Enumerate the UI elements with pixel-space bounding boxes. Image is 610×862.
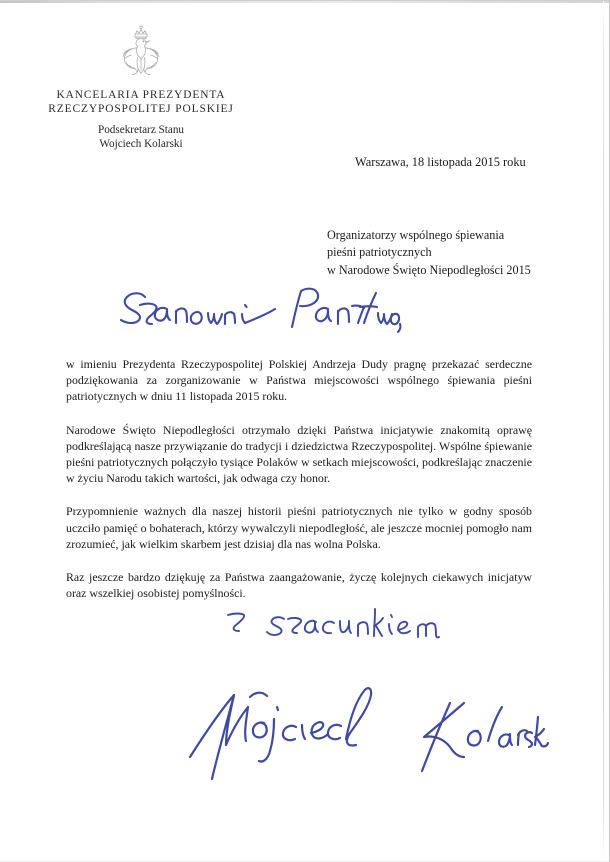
scan-edge-right	[603, 1, 604, 862]
handwritten-salutation	[112, 283, 402, 339]
body-paragraph-4: Raz jeszcze bardzo dziękuję za Państwa zaangażowanie, życzę kolejnych ciekawych inicjatyw oraz wszelkiej osobistej pomyślności.	[66, 570, 532, 601]
letter-body	[66, 356, 532, 601]
scan-edge-top	[0, 1, 610, 3]
signatory-role: Podsekretarz Stanu	[97, 124, 185, 137]
date-line: Warszawa, 18 listopada 2015 roku	[355, 155, 526, 169]
addressee-block	[327, 227, 531, 279]
addressee-line-2: pieśni patriotycznych	[327, 245, 432, 260]
signatory-name: Wojciech Kolarski	[99, 138, 183, 151]
office-line-2: RZECZYPOSPOLITEJ POLSKIEJ	[48, 102, 234, 115]
addressee-line-3: w Narodowe Święto Niepodległości 2015	[327, 262, 531, 277]
letterhead	[36, 23, 246, 151]
body-paragraph-3: Przypomnienie ważnych dla naszej historii pieśni patriotycznych nie tylko w godny sposób uczciło pamięć o bohaterach, którzy wywalczyli niepodległość, ale jeszcze mocniej pomogło nam zrozumieć, jak wielkim skarbem jest dzisiaj dla nas wolna Polska.	[66, 504, 532, 551]
addressee-line-1: Organizatorzy wspólnego śpiewania	[327, 228, 505, 242]
body-paragraph-2: Narodowe Święto Niepodległości otrzymało dzięki Państwa inicjatywie znakomitą oprawę podkreślającą nasze przywiązanie do tradycji i dziedzictwa Rzeczypospolitej. Wspólne śpiewanie pieśni patriotycznych połączyło tysiące Polaków w setkach miejscowości, podkreślając znaczenie w życiu Narodu takich wartości, jak odwaga czy honor.	[66, 422, 532, 486]
office-line-1: KANCELARIA PREZYDENTA	[56, 89, 226, 101]
body-paragraph-1: w imieniu Prezydenta Rzeczypospolitej Polskiej Andrzeja Dudy pragnę przekazać serdeczne podziękowania za zorganizowanie w Państwa miejscowości wspólnego śpiewania pieśni patriotycznych w dniu 11 listopada 2015 roku.	[66, 357, 532, 404]
handwritten-signature	[178, 669, 548, 784]
polish-eagle-coat-of-arms-icon	[113, 23, 169, 83]
handwritten-closing	[222, 599, 472, 649]
